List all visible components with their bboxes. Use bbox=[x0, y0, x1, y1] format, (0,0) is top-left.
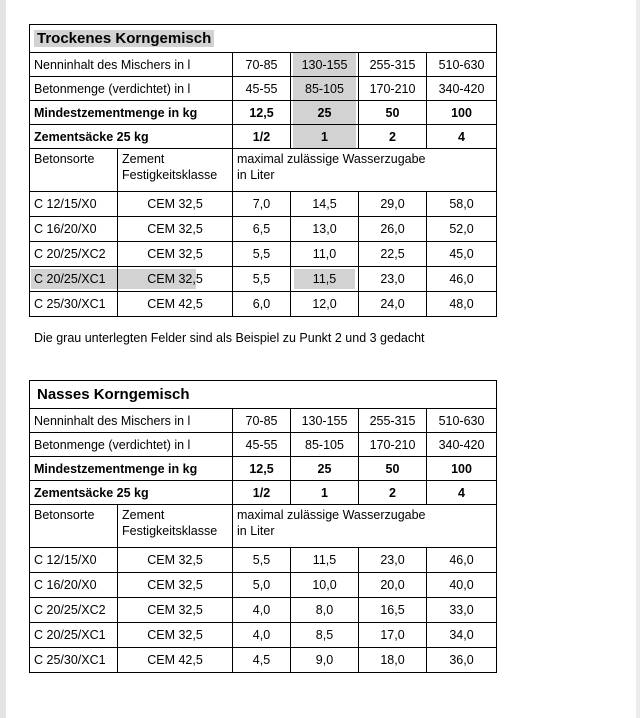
cell: 29,0 bbox=[359, 192, 427, 217]
cell-highlighted: 85-105 bbox=[291, 77, 359, 101]
cell: 14,5 bbox=[291, 192, 359, 217]
cell-zement: CEM 32,5 bbox=[118, 242, 233, 267]
cell: 45-55 bbox=[233, 433, 291, 457]
table-trockenes-korngemisch bbox=[29, 24, 497, 317]
cell: 4 bbox=[427, 481, 497, 505]
cell: 100 bbox=[427, 101, 497, 125]
cell-sorte: C 20/25/XC2 bbox=[30, 242, 118, 267]
header-wasser: maximal zulässige Wasserzugabe in Liter bbox=[233, 505, 497, 548]
cell-sorte: C 16/20/X0 bbox=[30, 573, 118, 598]
table-row bbox=[30, 623, 497, 648]
table-row bbox=[30, 598, 497, 623]
cell-sorte: C 20/25/XC1 bbox=[30, 623, 118, 648]
table-row bbox=[30, 573, 497, 598]
row-mischer bbox=[30, 53, 497, 77]
cell: 25 bbox=[291, 457, 359, 481]
cell-zement: CEM 32,5 bbox=[118, 217, 233, 242]
cell: 46,0 bbox=[427, 267, 497, 292]
table-row bbox=[30, 217, 497, 242]
cell: 48,0 bbox=[427, 292, 497, 317]
table-nasses-korngemisch bbox=[29, 380, 497, 673]
cell: 100 bbox=[427, 457, 497, 481]
cell-zement: CEM 42,5 bbox=[118, 648, 233, 673]
row-label: Betonmenge (verdichtet) in l bbox=[30, 77, 233, 101]
cell: 340-420 bbox=[427, 433, 497, 457]
row-label: Nenninhalt des Mischers in l bbox=[30, 409, 233, 433]
cell: 5,5 bbox=[233, 267, 291, 292]
cell-highlighted: 1 bbox=[291, 125, 359, 149]
header-row bbox=[30, 505, 497, 548]
row-label: Mindestzementmenge in kg bbox=[30, 457, 233, 481]
cell: 24,0 bbox=[359, 292, 427, 317]
cell: 12,0 bbox=[291, 292, 359, 317]
cell: 70-85 bbox=[233, 53, 291, 77]
row-mischer bbox=[30, 409, 497, 433]
cell: 4 bbox=[427, 125, 497, 149]
cell-zement: CEM 32,5 bbox=[118, 573, 233, 598]
cell-sorte: C 12/15/X0 bbox=[30, 192, 118, 217]
cell: 12,5 bbox=[233, 101, 291, 125]
cell: 22,5 bbox=[359, 242, 427, 267]
cell: 4,0 bbox=[233, 623, 291, 648]
header-zement: Zement Festigkeitsklasse bbox=[118, 149, 233, 192]
row-label: Nenninhalt des Mischers in l bbox=[30, 53, 233, 77]
cell: 12,5 bbox=[233, 457, 291, 481]
cell-highlighted: 130-155 bbox=[291, 53, 359, 77]
cell: 340-420 bbox=[427, 77, 497, 101]
page-edge bbox=[0, 0, 6, 718]
row-label: Betonmenge (verdichtet) in l bbox=[30, 433, 233, 457]
cell: 170-210 bbox=[359, 433, 427, 457]
cell: 26,0 bbox=[359, 217, 427, 242]
table-title: Trockenes Korngemisch bbox=[34, 30, 214, 47]
cell: 170-210 bbox=[359, 77, 427, 101]
cell: 70-85 bbox=[233, 409, 291, 433]
cell: 33,0 bbox=[427, 598, 497, 623]
cell: 13,0 bbox=[291, 217, 359, 242]
cell-zement-highlighted: CEM 32,5 bbox=[118, 267, 233, 292]
header-betonsorte: Betonsorte bbox=[30, 505, 118, 548]
page-edge-right bbox=[636, 0, 640, 718]
cell: 1 bbox=[291, 481, 359, 505]
cell-sorte: C 25/30/XC1 bbox=[30, 292, 118, 317]
cell-sorte: C 12/15/X0 bbox=[30, 548, 118, 573]
cell: 1/2 bbox=[233, 481, 291, 505]
cell: 510-630 bbox=[427, 409, 497, 433]
cell: 4,5 bbox=[233, 648, 291, 673]
cell: 7,0 bbox=[233, 192, 291, 217]
note-text: Die grau unterlegten Felder sind als Beispiel zu Punkt 2 und 3 gedacht bbox=[34, 331, 425, 345]
table-row-highlighted bbox=[30, 267, 497, 292]
cell: 11,5 bbox=[291, 548, 359, 573]
cell: 255-315 bbox=[359, 409, 427, 433]
cell: 34,0 bbox=[427, 623, 497, 648]
cell: 130-155 bbox=[291, 409, 359, 433]
cell: 6,0 bbox=[233, 292, 291, 317]
cell: 16,5 bbox=[359, 598, 427, 623]
cell: 23,0 bbox=[359, 267, 427, 292]
cell-sorte: C 20/25/XC2 bbox=[30, 598, 118, 623]
cell: 17,0 bbox=[359, 623, 427, 648]
row-zement bbox=[30, 101, 497, 125]
cell-sorte-highlighted: C 20/25/XC1 bbox=[30, 267, 118, 292]
cell: 2 bbox=[359, 481, 427, 505]
cell: 11,0 bbox=[291, 242, 359, 267]
row-label: Mindestzementmenge in kg bbox=[30, 101, 233, 125]
cell: 1/2 bbox=[233, 125, 291, 149]
cell-zement: CEM 32,5 bbox=[118, 598, 233, 623]
cell: 5,0 bbox=[233, 573, 291, 598]
cell-highlighted: 11,5 bbox=[291, 267, 359, 292]
cell: 36,0 bbox=[427, 648, 497, 673]
row-label: Zementsäcke 25 kg bbox=[30, 481, 233, 505]
cell: 85-105 bbox=[291, 433, 359, 457]
cell: 8,5 bbox=[291, 623, 359, 648]
cell: 45,0 bbox=[427, 242, 497, 267]
table-row bbox=[30, 292, 497, 317]
cell-zement: CEM 32,5 bbox=[118, 548, 233, 573]
table-title: Nasses Korngemisch bbox=[37, 386, 190, 403]
table-row bbox=[30, 242, 497, 267]
cell-highlighted: 25 bbox=[291, 101, 359, 125]
header-betonsorte: Betonsorte bbox=[30, 149, 118, 192]
cell: 8,0 bbox=[291, 598, 359, 623]
row-saecke bbox=[30, 481, 497, 505]
cell: 50 bbox=[359, 457, 427, 481]
cell: 6,5 bbox=[233, 217, 291, 242]
row-beton bbox=[30, 433, 497, 457]
cell: 52,0 bbox=[427, 217, 497, 242]
row-saecke bbox=[30, 125, 497, 149]
header-zement: Zement Festigkeitsklasse bbox=[118, 505, 233, 548]
cell: 50 bbox=[359, 101, 427, 125]
cell-sorte: C 25/30/XC1 bbox=[30, 648, 118, 673]
cell: 40,0 bbox=[427, 573, 497, 598]
cell: 510-630 bbox=[427, 53, 497, 77]
cell: 5,5 bbox=[233, 242, 291, 267]
cell-zement: CEM 32,5 bbox=[118, 192, 233, 217]
cell: 23,0 bbox=[359, 548, 427, 573]
table-row bbox=[30, 192, 497, 217]
header-wasser: maximal zulässige Wasserzugabe in Liter bbox=[233, 149, 497, 192]
table-row bbox=[30, 648, 497, 673]
cell: 10,0 bbox=[291, 573, 359, 598]
cell: 45-55 bbox=[233, 77, 291, 101]
cell-zement: CEM 32,5 bbox=[118, 623, 233, 648]
header-row bbox=[30, 149, 497, 192]
cell: 46,0 bbox=[427, 548, 497, 573]
cell-zement: CEM 42,5 bbox=[118, 292, 233, 317]
cell: 58,0 bbox=[427, 192, 497, 217]
cell: 18,0 bbox=[359, 648, 427, 673]
table-row bbox=[30, 548, 497, 573]
cell: 4,0 bbox=[233, 598, 291, 623]
row-beton bbox=[30, 77, 497, 101]
cell: 20,0 bbox=[359, 573, 427, 598]
cell: 2 bbox=[359, 125, 427, 149]
cell: 255-315 bbox=[359, 53, 427, 77]
cell: 9,0 bbox=[291, 648, 359, 673]
cell: 5,5 bbox=[233, 548, 291, 573]
row-label: Zementsäcke 25 kg bbox=[30, 125, 233, 149]
cell-sorte: C 16/20/X0 bbox=[30, 217, 118, 242]
row-zement bbox=[30, 457, 497, 481]
